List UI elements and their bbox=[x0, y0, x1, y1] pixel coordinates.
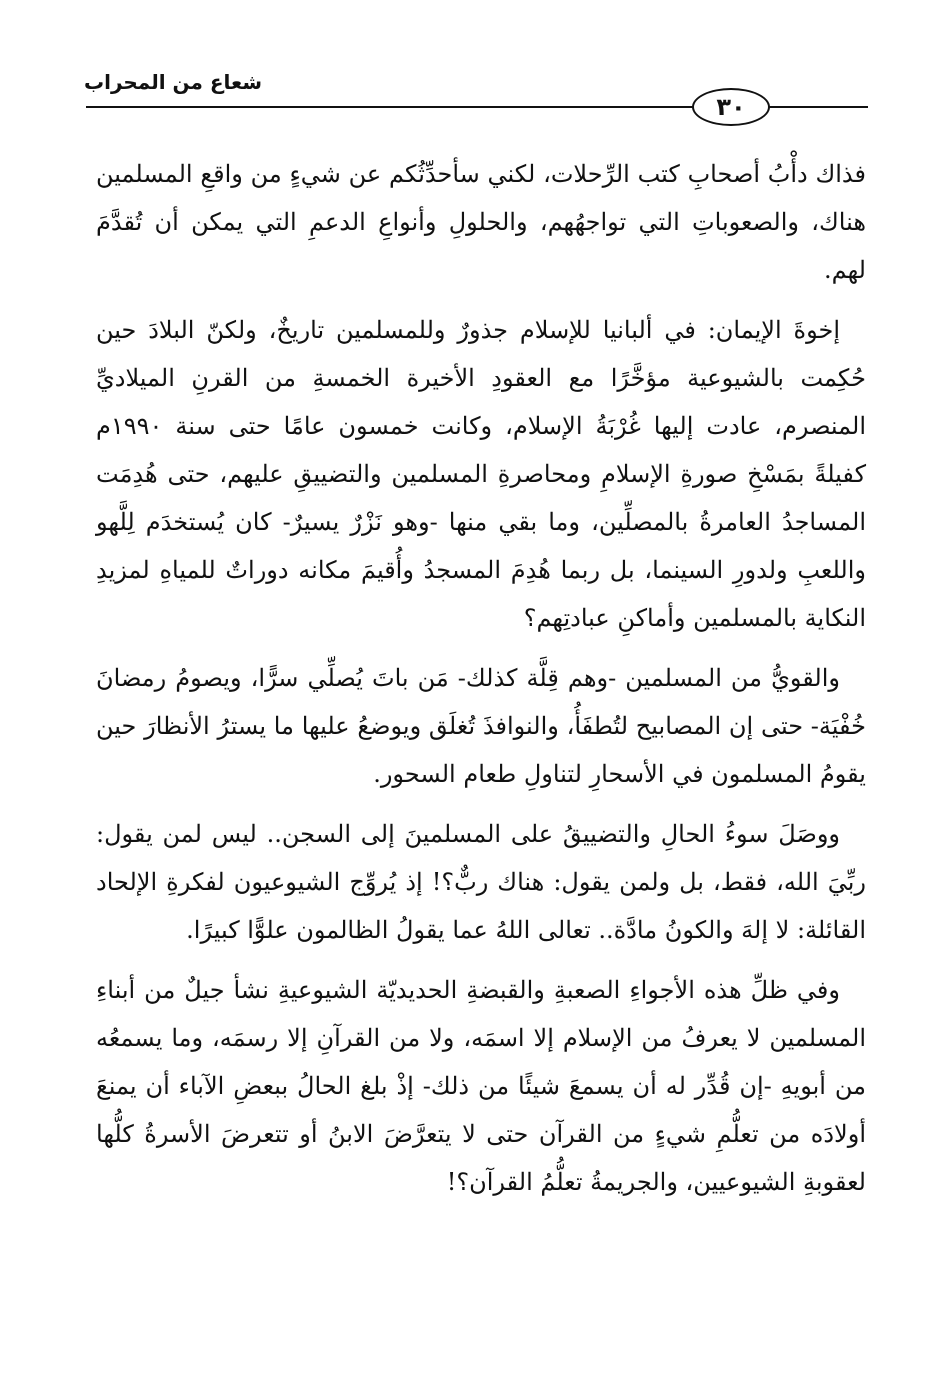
paragraph: إخوةَ الإيمان: في ألبانيا للإسلام جذورٌ وللمسلمين تاريخٌ، ولكنّ البلادَ حين حُكِمت بالشيوعية مؤخَّرًا مع العقودِ الأخيرة الخمسةِ من القرنِ الميلاديِّ المنصرم، عادت إليها غُرْبَةُ الإسلام، وكانت خمسون عامًا حتى سنة ١٩٩٠م كفيلةً بمَسْخِ صورةِ الإسلامِ ومحاصرةِ المسلمين والتضييقِ عليهم، حتى هُدِمَت المساجدُ العامرةُ بالمصلِّين، وما بقي منها -وهو نَزْرٌ يسيرٌ- كان يُستخدَم لِلَّهو واللعبِ ولدورِ السينما، بل ربما هُدِمَ المسجدُ وأُقيمَ مكانه دوراتٌ للمياهِ لمزيدِ النكاية بالمسلمين وأماكنِ عبادتِهم؟ bbox=[96, 316, 867, 632]
running-header-title: شعاع من المحراب bbox=[84, 70, 263, 94]
paragraph: والقويُّ من المسلمين -وهم قِلَّة كذلك- مَن باتَ يُصلِّي سرًّا، ويصومُ رمضانَ خُفْيَة- حتى إن المصابيح لتُطفَأُ، والنوافذَ تُغلَق ويوضعُ عليها ما يسترُ الأنظارَ حين يقومُ المسلمون في الأسحارِ لتناولِ طعام السحور. bbox=[96, 664, 866, 788]
body-text bbox=[96, 150, 866, 1218]
paragraph: فذاك دأْبُ أصحابِ كتب الرِّحلات، لكني سأحدِّثُكم عن شيءٍ من واقعِ المسلمين هناك، والصعوباتِ التي تواجهُهم، والحلولِ وأنواعِ الدعمِ التي يمكن أن تُقدَّمَ لهم. bbox=[96, 160, 866, 284]
page-number-badge: ٣٠ bbox=[692, 88, 770, 126]
paragraph: وفي ظلِّ هذه الأجواءِ الصعبةِ والقبضةِ الحديديّة الشيوعيةِ نشأ جيلٌ من أبناءِ المسلمين لا يعرفُ من الإسلام إلا اسمَه، ولا من القرآنِ إلا رسمَه، وما يسمعُه من أبويهِ -إن قُدِّر له أن يسمعَ شيئًا من ذلك- إذْ بلغ الحالُ ببعضِ الآباء أن يمنعَ أولادَه من تعلُّمِ شيءٍ من القرآن حتى لا يتعرَّضَ الابنُ أو تتعرضَ الأسرةُ كلُّها لعقوبةِ الشيوعيين، والجريمةُ تعلُّمُ القرآن؟! bbox=[96, 976, 866, 1196]
paragraph: ووصَلَ سوءُ الحالِ والتضييقُ على المسلمينَ إلى السجن.. ليس لمن يقول: ربِّيَ الله، فقط، بل ولمن يقول: هناك ربٌّ؟! إذ يُروِّج الشيوعيون لفكرةِ الإلحاد القائلة: لا إلهَ والكونُ مادَّة.. تعالى اللهُ عما يقولُ الظالمون علوًّا كبيرًا. bbox=[96, 820, 866, 944]
